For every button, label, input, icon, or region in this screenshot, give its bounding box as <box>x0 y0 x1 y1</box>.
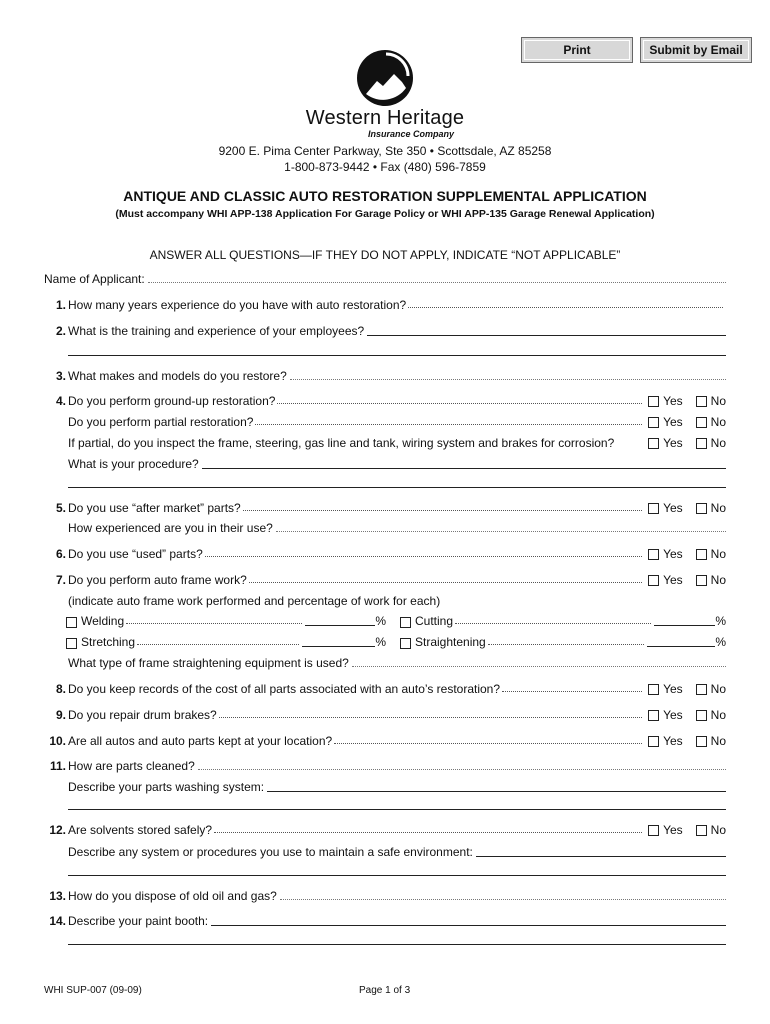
question-10 <box>44 732 726 748</box>
procedure-field-line-2[interactable] <box>68 486 726 488</box>
no-label: No <box>710 734 726 748</box>
welding-checkbox[interactable] <box>66 617 77 628</box>
question-number: 11. <box>49 759 66 773</box>
question-text: Describe your paint booth: <box>68 914 209 928</box>
no-label: No <box>710 682 726 696</box>
question-4-inspect <box>44 434 726 450</box>
cutting-checkbox[interactable] <box>400 617 411 628</box>
question-number: 3. <box>55 369 66 383</box>
question-text: Do you use “after market” parts? <box>68 501 241 515</box>
yes-label: Yes <box>663 394 683 408</box>
question-text: Do you perform partial restoration? <box>68 415 254 429</box>
washing-system-field-line-2[interactable] <box>68 808 726 810</box>
question-9 <box>44 706 726 722</box>
yes-checkbox[interactable] <box>648 549 659 560</box>
question-text: How experienced are you in their use? <box>68 521 273 535</box>
welding-percent-field[interactable] <box>305 624 375 626</box>
no-checkbox[interactable] <box>696 396 707 407</box>
no-label: No <box>710 573 726 587</box>
years-experience-field[interactable] <box>408 306 723 308</box>
question-text: How are parts cleaned? <box>68 759 195 773</box>
question-number: 10. <box>49 734 66 748</box>
submit-by-email-button[interactable]: Submit by Email <box>640 37 752 63</box>
straightening-percent-field[interactable] <box>647 645 716 647</box>
yes-checkbox[interactable] <box>648 710 659 721</box>
question-number: 2. <box>55 324 66 338</box>
question-1 <box>44 296 726 312</box>
question-11-washing <box>44 778 726 794</box>
parts-cleaned-field[interactable] <box>198 768 726 770</box>
employee-training-field[interactable] <box>367 334 726 336</box>
aftermarket-experience-field[interactable] <box>276 530 726 532</box>
no-label: No <box>710 501 726 515</box>
question-number: 8. <box>55 682 66 696</box>
yes-checkbox[interactable] <box>648 575 659 586</box>
no-label: No <box>710 823 726 837</box>
brand-name: Western Heritage <box>305 107 465 129</box>
question-text: If partial, do you inspect the frame, steering, gas line and tank, wiring system and brakes for corrosion? <box>68 436 615 450</box>
address-line-2: 1-800-873-9442 • Fax (480) 596-7859 <box>284 160 486 174</box>
question-text: How many years experience do you have with auto restoration? <box>68 298 407 312</box>
question-text: Do you keep records of the cost of all parts associated with an auto’s restoration? <box>68 682 501 696</box>
question-text: Do you perform auto frame work? <box>68 573 247 587</box>
applicant-label: Name of Applicant: <box>44 272 145 286</box>
washing-system-field[interactable] <box>267 790 726 792</box>
stretching-label: Stretching <box>81 635 136 649</box>
yes-checkbox[interactable] <box>648 396 659 407</box>
question-number: 5. <box>55 501 66 515</box>
percent-sign: % <box>715 614 726 628</box>
question-text: What type of frame straightening equipment is used? <box>68 656 349 670</box>
question-5 <box>44 499 726 515</box>
question-text: (indicate auto frame work performed and percentage of work for each) <box>68 594 441 608</box>
percent-sign: % <box>375 635 386 649</box>
percent-sign: % <box>375 614 386 628</box>
yes-label: Yes <box>663 501 683 515</box>
no-checkbox[interactable] <box>696 549 707 560</box>
no-checkbox[interactable] <box>696 575 707 586</box>
employee-training-field-line-2[interactable] <box>68 354 726 356</box>
procedure-field[interactable] <box>202 467 726 469</box>
question-text: Are all autos and auto parts kept at your location? <box>68 734 333 748</box>
straightening-row <box>400 633 726 649</box>
straightening-checkbox[interactable] <box>400 638 411 649</box>
address-line-1: 9200 E. Pima Center Parkway, Ste 350 • Scottsdale, AZ 85258 <box>218 144 552 158</box>
stretching-checkbox[interactable] <box>66 638 77 649</box>
applicant-name-field[interactable] <box>148 281 726 283</box>
stretching-row <box>66 633 386 649</box>
question-number: 9. <box>55 708 66 722</box>
oil-disposal-field[interactable] <box>280 898 726 900</box>
question-7 <box>44 571 726 587</box>
question-number: 13. <box>49 889 66 903</box>
yes-label: Yes <box>663 823 683 837</box>
no-label: No <box>710 394 726 408</box>
yes-checkbox[interactable] <box>648 684 659 695</box>
question-text: Do you repair drum brakes? <box>68 708 217 722</box>
question-6 <box>44 545 726 561</box>
makes-models-field[interactable] <box>290 378 726 380</box>
question-12 <box>44 821 726 837</box>
no-label: No <box>710 415 726 429</box>
question-text: What makes and models do you restore? <box>68 369 287 383</box>
paint-booth-field[interactable] <box>211 924 726 926</box>
yes-label: Yes <box>663 436 683 450</box>
yes-label: Yes <box>663 573 683 587</box>
question-number: 12. <box>49 823 66 837</box>
applicant-row <box>44 270 726 286</box>
equipment-field[interactable] <box>352 665 726 667</box>
stretching-percent-field[interactable] <box>302 645 375 647</box>
question-13 <box>44 887 726 903</box>
page-number: Page 1 of 3 <box>359 985 411 996</box>
cutting-row <box>400 612 726 628</box>
form-id: WHI SUP-007 (09-09) <box>44 985 142 996</box>
question-text: How do you dispose of old oil and gas? <box>68 889 277 903</box>
paint-booth-field-line-2[interactable] <box>68 943 726 945</box>
question-5-experience <box>44 519 726 535</box>
yes-checkbox[interactable] <box>648 736 659 747</box>
question-number: 7. <box>55 573 66 587</box>
yes-label: Yes <box>663 415 683 429</box>
question-number: 4. <box>55 394 66 408</box>
straightening-label: Straightening <box>415 635 486 649</box>
welding-label: Welding <box>81 614 125 628</box>
yes-label: Yes <box>663 708 683 722</box>
question-number: 14. <box>49 914 66 928</box>
cutting-label: Cutting <box>415 614 454 628</box>
question-text: Are solvents stored safely? <box>68 823 213 837</box>
print-button[interactable]: Print <box>521 37 633 63</box>
question-text: Do you perform ground-up restoration? <box>68 394 276 408</box>
question-number: 6. <box>55 547 66 561</box>
yes-checkbox[interactable] <box>648 503 659 514</box>
no-checkbox[interactable] <box>696 438 707 449</box>
no-checkbox[interactable] <box>696 684 707 695</box>
no-checkbox[interactable] <box>696 710 707 721</box>
brand-subtitle: Insurance Company <box>368 129 455 139</box>
question-4-partial <box>44 413 726 429</box>
question-number: 1. <box>55 298 66 312</box>
welding-row <box>66 612 386 628</box>
yes-label: Yes <box>663 734 683 748</box>
question-3 <box>44 367 726 383</box>
page-title: ANTIQUE AND CLASSIC AUTO RESTORATION SUPPLEMENTAL APPLICATION <box>123 188 647 204</box>
no-checkbox[interactable] <box>696 825 707 836</box>
question-text: What is the training and experience of your employees? <box>68 324 365 338</box>
question-7-equipment <box>44 654 726 670</box>
no-label: No <box>710 708 726 722</box>
question-7-indicate <box>44 592 726 608</box>
percent-sign: % <box>715 635 726 649</box>
yes-label: Yes <box>663 547 683 561</box>
question-2 <box>44 322 726 338</box>
question-text: Describe your parts washing system: <box>68 780 265 794</box>
yes-label: Yes <box>663 682 683 696</box>
no-label: No <box>710 436 726 450</box>
question-text: Describe any system or procedures you use to maintain a safe environment: <box>68 845 473 859</box>
western-heritage-logo-icon <box>350 48 420 108</box>
instruction-text: ANSWER ALL QUESTIONS—IF THEY DO NOT APPLY, INDICATE “NOT APPLICABLE” <box>149 248 621 262</box>
question-4-procedure <box>44 455 726 471</box>
no-checkbox[interactable] <box>696 736 707 747</box>
question-text: What is your procedure? <box>68 457 199 471</box>
no-label: No <box>710 547 726 561</box>
question-4 <box>44 392 726 408</box>
question-11 <box>44 757 726 773</box>
safe-environment-field-line-2[interactable] <box>68 874 726 876</box>
yes-checkbox[interactable] <box>648 417 659 428</box>
cutting-percent-field[interactable] <box>654 624 715 626</box>
yes-checkbox[interactable] <box>648 438 659 449</box>
no-checkbox[interactable] <box>696 503 707 514</box>
question-14 <box>44 912 726 928</box>
page-subtitle: (Must accompany WHI APP-138 Application For Garage Policy or WHI APP-135 Garage Renewal Application) <box>115 208 655 220</box>
safe-environment-field[interactable] <box>476 855 726 857</box>
question-8 <box>44 680 726 696</box>
question-12-describe <box>44 843 726 859</box>
yes-checkbox[interactable] <box>648 825 659 836</box>
question-text: Do you use “used” parts? <box>68 547 203 561</box>
no-checkbox[interactable] <box>696 417 707 428</box>
